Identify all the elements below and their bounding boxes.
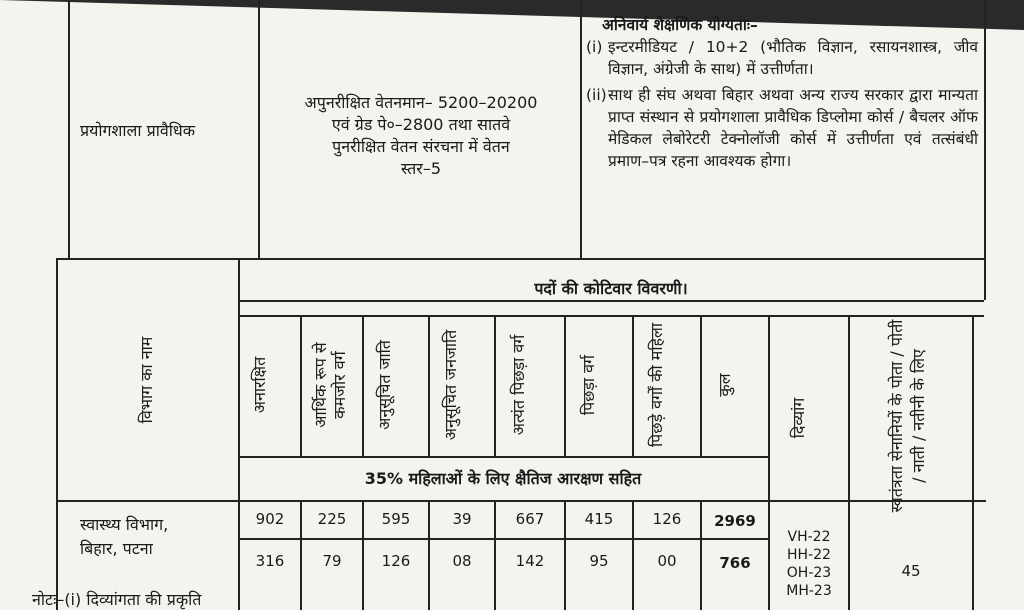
grid-line	[580, 0, 582, 258]
col-header-total: कुल	[715, 373, 734, 397]
col-header-freedom: स्वतंत्रता सेनानियों के पोता / पोती / नाती / नतीनी के लिए	[887, 319, 928, 513]
qualification-title: अनिवार्य शैक्षणिक योग्यताः–	[602, 16, 758, 34]
grid-line	[972, 315, 974, 610]
grid-line	[300, 315, 302, 456]
cell-value: 39	[452, 510, 472, 528]
grid-line	[494, 315, 496, 456]
cell-value: 415	[584, 510, 614, 528]
qualification-number: (ii)	[586, 86, 607, 104]
qualification-text: साथ ही संघ अथवा बिहार अथवा अन्य राज्य सरकार द्वारा मान्यता प्राप्त संस्थान से प्रयोगशाला प्रावैधिक डिप्लोमा कोर्स / बैचलर ऑफ मेडिकल लेबोरेटरी टेक्नोलॉजी कोर्स में उत्तीर्णता एवं तत्संबंधी प्रमाण–पत्र रहना आवश्यक होगा।	[608, 86, 978, 170]
grid-line	[238, 300, 984, 302]
grid-line	[632, 315, 634, 456]
col-header-sc: अनुसूचित जाति	[375, 340, 394, 430]
pay-scale-line: अपुनरीक्षित वेतनमान– 5200–20200	[304, 93, 538, 112]
qualification-item	[586, 84, 978, 172]
cell-value: 667	[515, 510, 545, 528]
cell-value: 902	[255, 510, 285, 528]
grid-line	[564, 315, 566, 456]
qualification-text: इन्टरमीडियट / 10+2 (भौतिक विज्ञान, रसायनशास्त्र, जीव विज्ञान, अंग्रेजी के साथ) में उत्तीर्णता।	[608, 38, 978, 78]
women-reservation-note: 35% महिलाओं के लिए क्षैतिज आरक्षण सहित	[364, 469, 642, 488]
grid-line	[56, 258, 58, 610]
grid-line	[258, 0, 260, 258]
post-name: प्रयोगशाला प्रावैधिक	[80, 121, 196, 140]
cell-value: 08	[452, 552, 472, 570]
cell-value: 95	[589, 552, 609, 570]
col-header-st: अनुसूचित जनजाति	[441, 329, 460, 441]
grid-line	[238, 315, 984, 317]
cell-total: 766	[719, 554, 751, 572]
col-header-unreserved: अनारक्षित	[250, 356, 269, 414]
dept-header: विभाग का नाम	[137, 336, 156, 424]
footnote: नोटः–(i) दिव्यांगता की प्रकृति	[32, 590, 202, 609]
cell-value: 142	[515, 552, 545, 570]
col-header-ebc: अत्यंत पिछड़ा वर्ग	[509, 334, 528, 436]
col-header-bc: पिछड़ा वर्ग	[579, 354, 598, 416]
cell-total: 2969	[714, 512, 756, 530]
col-header-ews: आर्थिक रूप से कमजोर वर्ग	[311, 342, 349, 428]
cell-value: 00	[657, 552, 677, 570]
grid-line	[56, 258, 986, 260]
cell-value: 126	[652, 510, 682, 528]
group-header: पदों की कोटिवार विवरणी।	[534, 279, 688, 298]
cell-value: 225	[317, 510, 347, 528]
department-name: स्वास्थ्य विभाग,	[80, 515, 169, 534]
pay-scale-line: पुनरीक्षित वेतन संरचना में वेतन	[332, 137, 510, 156]
qualification-block	[586, 14, 978, 172]
divyang-vh: VH-22	[787, 529, 831, 545]
department-name: बिहार, पटना	[80, 539, 153, 558]
cell-value: 79	[322, 552, 342, 570]
col-header-divyang: दिव्यांग	[789, 397, 808, 439]
cell-value: 316	[255, 552, 285, 570]
grid-line	[984, 0, 986, 300]
cell-value: 595	[381, 510, 411, 528]
grid-line	[700, 315, 702, 456]
divyang-hh: HH-22	[787, 547, 831, 563]
divyang-oh: OH-23	[786, 565, 832, 581]
grid-line	[238, 538, 768, 540]
grid-line	[428, 315, 430, 456]
qualification-item	[586, 36, 978, 80]
freedom-value: 45	[901, 562, 921, 580]
col-header-bc-women: पिछड़े वर्गों की महिला	[647, 323, 666, 447]
grid-line	[56, 500, 986, 502]
divyang-mh: MH-23	[786, 583, 832, 599]
pay-scale-line: स्तर–5	[400, 159, 442, 178]
grid-line	[68, 0, 70, 258]
qualification-number: (i)	[586, 38, 603, 56]
pay-scale-line: एवं ग्रेड पे०–2800 तथा सातवे	[331, 115, 511, 134]
grid-line	[362, 315, 364, 456]
grid-line	[238, 456, 768, 458]
cell-value: 126	[381, 552, 411, 570]
